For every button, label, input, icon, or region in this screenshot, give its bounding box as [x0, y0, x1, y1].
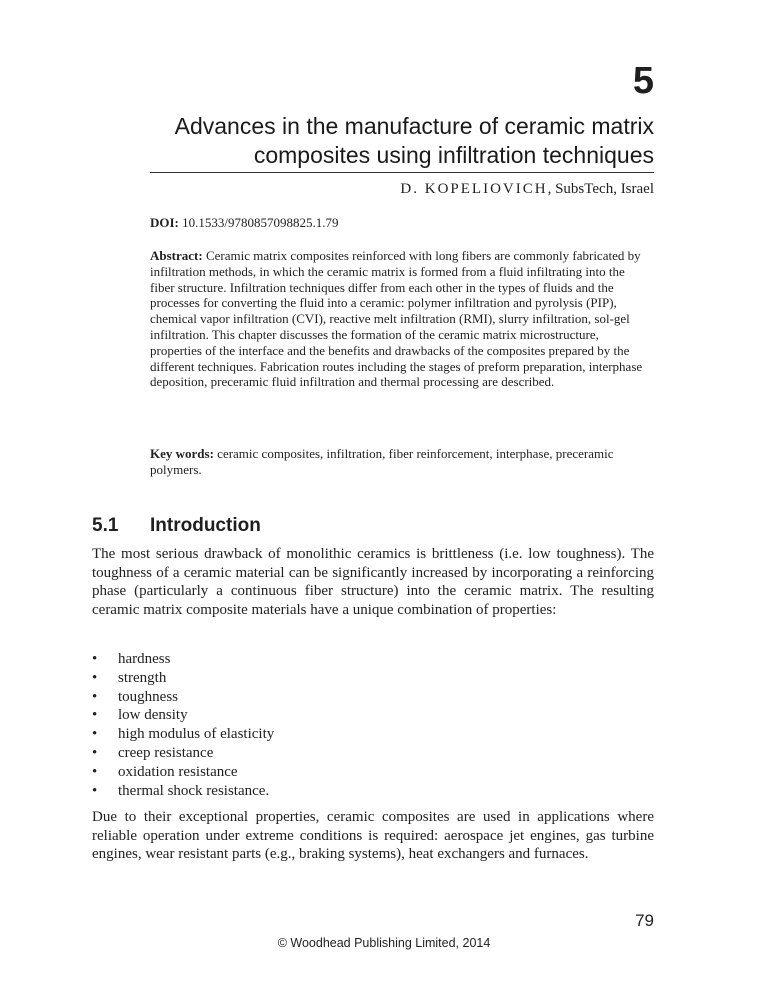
list-item — [92, 669, 652, 688]
chapter-title-line-2: composites using infiltration techniques — [253, 142, 654, 168]
bullet-icon: • — [92, 782, 98, 799]
keywords-text: ceramic composites, infiltration, fiber reinforcement, interphase, preceramic polymers. — [150, 446, 614, 477]
bullet-icon: • — [92, 707, 98, 724]
bullet-icon: • — [92, 669, 98, 686]
bullet-icon: • — [92, 688, 98, 705]
page-number: 79 — [635, 911, 654, 930]
doi-value[interactable]: 10.1533/9780857098825.1.79 — [178, 215, 339, 230]
bullet-icon: • — [92, 726, 98, 743]
chapter-number: 5 — [632, 60, 654, 102]
properties-list — [92, 650, 652, 800]
list-item-text: thermal shock resistance. — [118, 782, 270, 799]
chapter-title-line-1: Advances in the manufacture of ceramic matrix — [174, 113, 654, 139]
keywords-label: Key words: — [150, 446, 214, 461]
list-item — [92, 650, 652, 669]
bullet-icon: • — [92, 763, 98, 780]
list-item-text: high modulus of elasticity — [118, 726, 275, 743]
abstract — [150, 248, 646, 390]
list-item-text: strength — [118, 669, 167, 686]
list-item-text: hardness — [118, 651, 171, 667]
section-title: Introduction — [150, 515, 261, 536]
list-item — [92, 688, 652, 707]
abstract-label: Abstract: — [150, 248, 203, 263]
copyright-notice: © Woodhead Publishing Limited, 2014 — [277, 936, 491, 950]
list-item — [92, 725, 652, 744]
bullet-icon: • — [92, 744, 98, 761]
list-item — [92, 782, 652, 801]
author-affiliation: , SubsTech, Israel — [547, 181, 654, 197]
bullet-icon: • — [92, 651, 98, 667]
list-item-text: creep resistance — [118, 744, 214, 761]
list-item-text: low density — [118, 707, 188, 724]
doi-line — [150, 214, 339, 231]
author-byline — [400, 180, 654, 199]
list-item-text: toughness — [118, 688, 178, 705]
doi-label: DOI: — [150, 215, 179, 230]
list-item-text: oxidation resistance — [118, 763, 238, 780]
section-number: 5.1 — [92, 515, 119, 536]
title-divider — [150, 172, 654, 173]
intro-paragraph-2: Due to their exceptional properties, ceramic composites are used in applications where reliable operation under extreme conditions is required: aerospace jet engines, gas turbine engines, wear resistant parts (e.g., braking systems), heat exchangers and furnaces. — [92, 809, 654, 863]
list-item — [92, 763, 652, 782]
keywords — [150, 446, 646, 478]
chapter-title — [94, 112, 654, 170]
list-item — [92, 706, 652, 725]
list-item — [92, 744, 652, 763]
abstract-text: Ceramic matrix composites reinforced with long fibers are commonly fabricated by infiltration methods, in which the ceramic matrix is formed from a fluid infiltrating into the fiber structure. Infiltration techniques differ from each other in the types of fluids and the processes for converting the fluid into a ceramic: polymer infiltration and pyrolysis (PIP), chemical vapor infiltration (CVI), reactive melt infiltration (RMI), slurry infiltration, sol-gel infiltration. This chapter discusses the formation of the ceramic matrix microstructure, properties of the interface and the benefits and drawbacks of the composites prepared by the different techniques. Fabrication routes including the stages of preform preparation, interphase deposition, preceramic fluid infiltration and thermal processing are described. — [150, 248, 643, 390]
author-name: D. KOPELIOVICH — [400, 181, 548, 197]
intro-paragraph-1: The most serious drawback of monolithic ceramics is brittleness (i.e. low toughness). The toughness of a ceramic material can be significantly increased by incorporating a reinforcing phase (particularly a continuous fiber structure) into the ceramic matrix. The resulting ceramic matrix composite materials have a unique combination of properties: — [92, 546, 654, 618]
